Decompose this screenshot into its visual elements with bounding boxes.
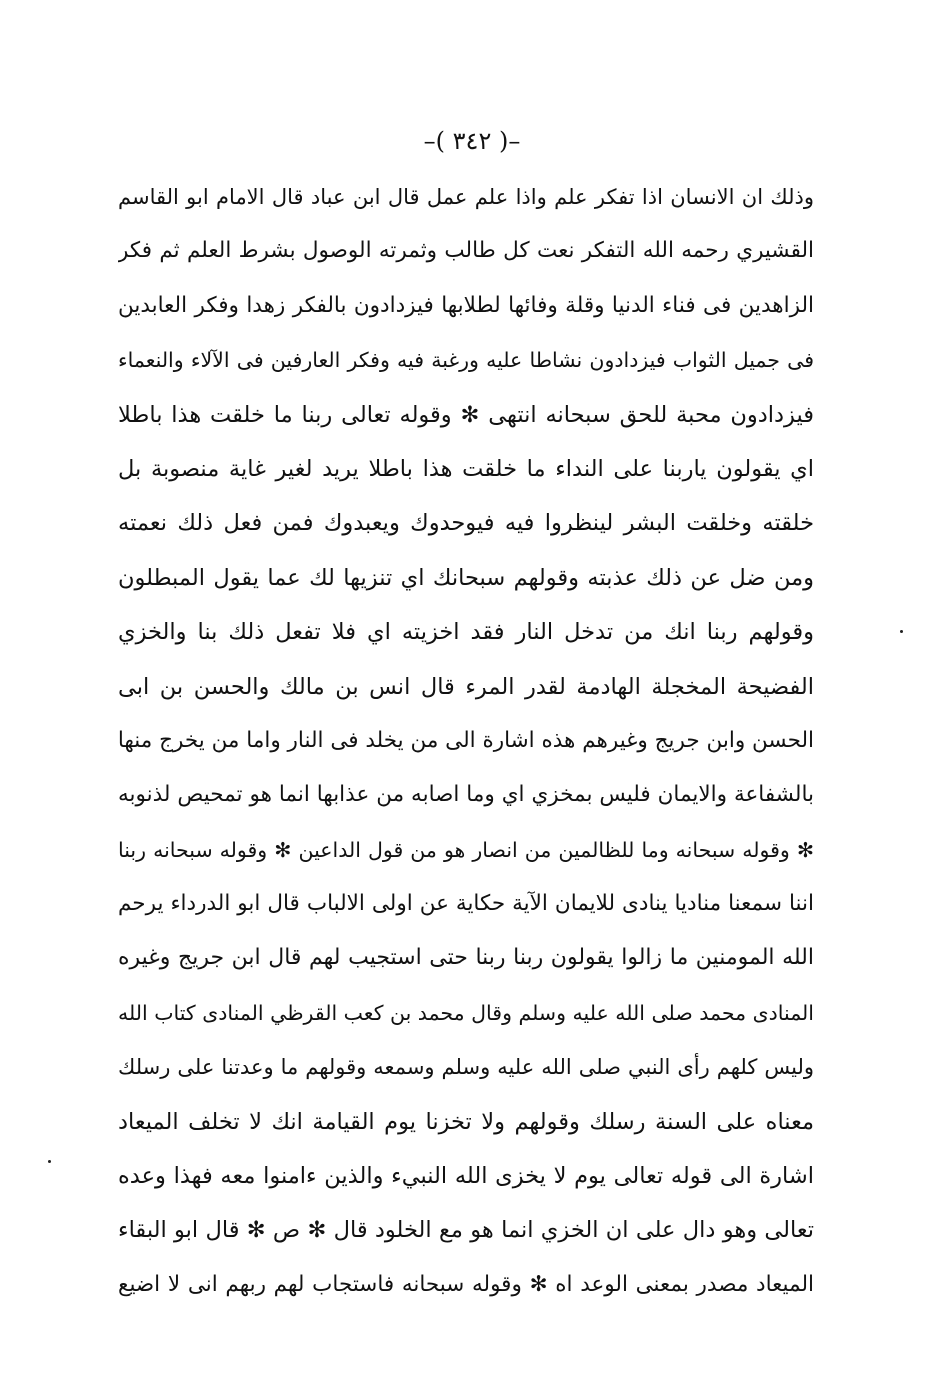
text-line: تعالى وهو دال على ان الخزي انما هو مع الخلود قال ✻ ص ✻ قال ابو البقاء (118, 1217, 814, 1244)
text-line: بالشفاعة والايمان فليس بمخزي اي وما اصابه من عذابها انما هو تمحيص لذنوبه (118, 782, 814, 808)
text-line: فى جميل الثواب فيزدادون نشاطا عليه ورغبة فيه وفكر العارفين فى الآلاء والنعماء (118, 348, 814, 373)
text-line: وقولهم ربنا انك من تدخل النار فقد اخزيته اي فلا تفعل ذلك بنا والخزي (118, 619, 814, 646)
text-line: وذلك ان الانسان اذا تفكر علم واذا علم عمل قال ابن عباد قال الامام ابو القاسم (118, 185, 814, 209)
text-line: الزاهدين فى فناء الدنيا وقلة وفائها لطلابها فيزدادون بالفكر زهدا وفكر العابدين (118, 292, 814, 318)
text-line: فيزدادون محبة للحق سبحانه انتهى ✻ وقوله تعالى ربنا ما خلقت هذا باطلا (118, 401, 814, 428)
text-line: الميعاد مصدر بمعنى الوعد اه ✻ وقوله سبحانه فاستجاب لهم ربهم انى لا اضيع (118, 1271, 814, 1297)
text-line: الفضيحة المخجلة الهادمة لقدر المرء قال انس بن مالك والحسن بن ابى (118, 673, 814, 700)
text-line: اشارة الى قوله تعالى يوم لا يخزى الله النبيء والذين ءامنوا معه فهذا وعده (118, 1163, 814, 1190)
text-line: معناه على السنة رسلك وقولهم ولا تخزنا يوم القيامة انك لا تخلف الميعاد (118, 1108, 814, 1135)
text-line: اي يقولون ياربنا على النداء ما خلقت هذا باطلا يريد لغير غاية منصوبة بل (118, 455, 814, 482)
text-line: ومن ضل عن ذلك عذبته وقولهم سبحانك اي تنزيها لك عما يقول المبطلون (118, 564, 814, 591)
text-line: المنادى محمد صلى الله عليه وسلم وقال محمد بن كعب القرظي المنادى كتاب الله (118, 1000, 814, 1025)
scan-speck (48, 1160, 51, 1163)
text-line: القشيري رحمه الله التفكر نعت كل طالب وثمرته الوصول بشرط العلم ثم فكر (118, 238, 814, 264)
page-number: –( ٣٤٢ )– (423, 127, 521, 155)
text-line: وليس كلهم رأى النبي صلى الله عليه وسلم وسمعه وقولهم ما وعدتنا على رسلك (118, 1055, 814, 1080)
text-line: الله المومنين ما زالوا يقولون ربنا ربنا حتى استجيب لهم قال ابن جريج وغيره (118, 945, 814, 971)
text-line: اننا سمعنا مناديا ينادى للايمان الآية حكاية عن اولى الالباب قال ابو الدرداء يرحم (118, 891, 814, 917)
body-text (118, 170, 814, 1312)
text-line: الحسن وابن جريج وغيرهم هذه اشارة الى من يخلد فى النار واما من يخرج منها (118, 727, 814, 753)
text-line: ✻ وقوله سبحانه وما للظالمين من انصار هو من قول الداعين ✻ وقوله سبحانه ربنا (118, 837, 814, 862)
text-line: خلقته وخلقت البشر لينظروا فيه فيوحدوك ويعبدوك فمن فعل ذلك نعمته (118, 510, 814, 537)
scan-speck (900, 630, 903, 633)
